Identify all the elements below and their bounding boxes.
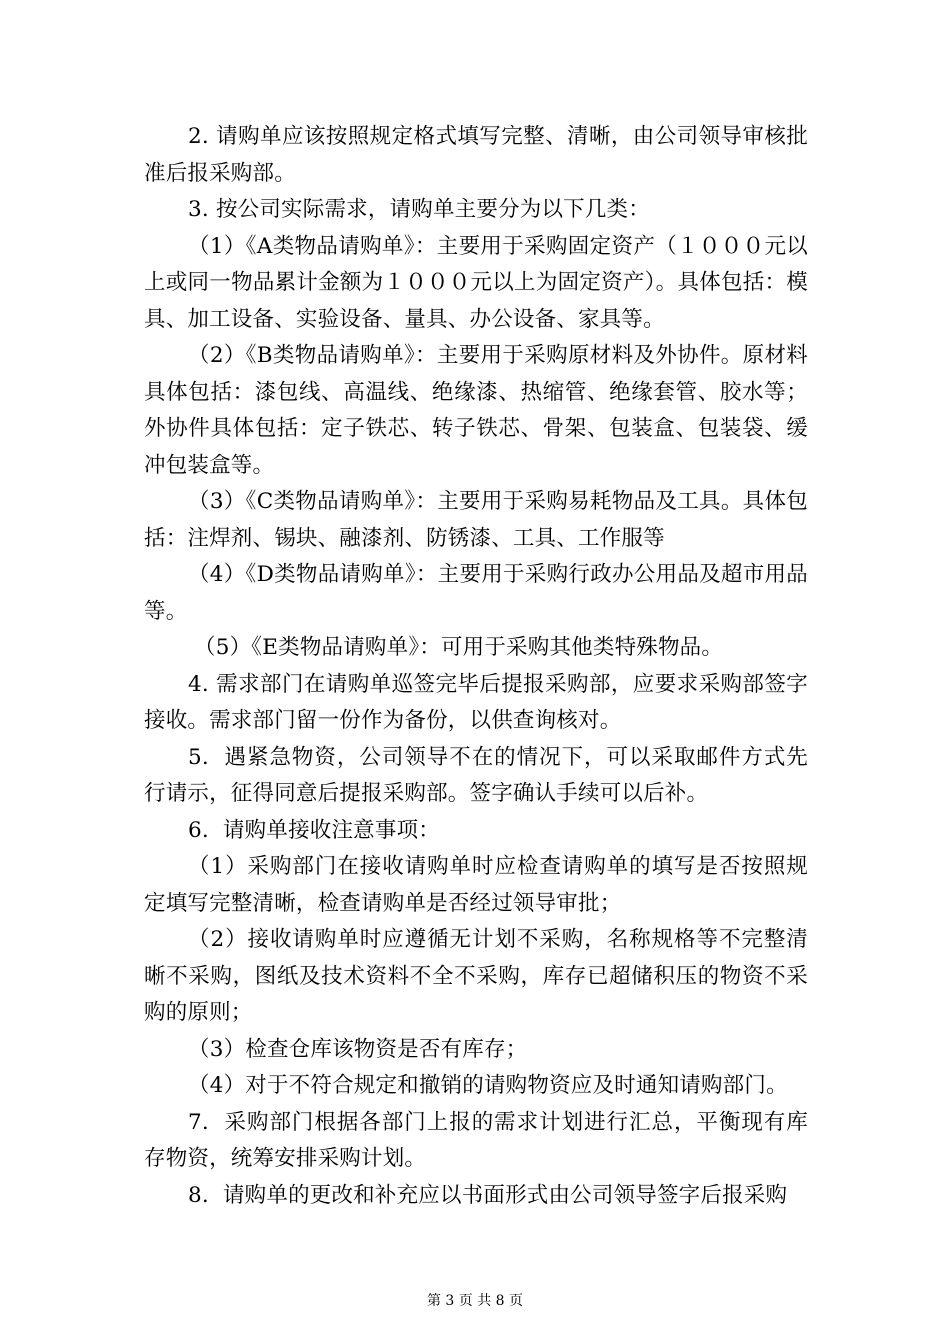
paragraph-item-4: 4. 需求部门在请购单巡签完毕后提报采购部，应要求采购部签字接收。需求部门留一份作为备份，以供查询核对。: [144, 671, 808, 733]
paragraph-item-2: 2. 请购单应该按照规定格式填写完整、清晰，由公司领导审核批准后报采购部。: [144, 124, 808, 186]
paragraph-category-c: （3）《C类物品请购单》：主要用于采购易耗物品及工具。具体包括：注焊剂、锡块、融漆剂、防锈漆、工具、工作服等: [144, 489, 808, 551]
paragraph-category-d: （4）《D类物品请购单》：主要用于采购行政办公用品及超市用品等。: [144, 562, 808, 624]
paragraph-category-a: （1）《A类物品请购单》：主要用于采购固定资产（１０００元以上或同一物品累计金额为１０００元以上为固定资产）。具体包括：模具、加工设备、实验设备、量具、办公设备、家具等。: [144, 233, 808, 332]
paragraph-item-6-4: （4）对于不符合规定和撤销的请购物资应及时通知请购部门。: [188, 1073, 788, 1098]
paragraph-item-7: 7. 采购部门根据各部门上报的需求计划进行汇总，平衡现有库存物资，统筹安排采购计划。: [144, 1109, 808, 1171]
paragraph-item-6-2: （2）接收请购单时应遵循无计划不采购，名称规格等不完整清晰不采购，图纸及技术资料不全不采购，库存已超储积压的物资不采购的原则；: [144, 927, 808, 1025]
paragraph-item-5: 5. 遇紧急物资，公司领导不在的情况下，可以采取邮件方式先行请示，征得同意后提报采购部。签字确认手续可以后补。: [144, 744, 808, 806]
paragraph-item-3: 3. 按公司实际需求，请购单主要分为以下几类：: [188, 197, 650, 222]
paragraph-category-e: （5）《E类物品请购单》：可用于采购其他类特殊物品。: [194, 635, 724, 660]
document-body: [144, 119, 808, 1214]
paragraph-item-6-1: （1）采购部门在接收请购单时应检查请购单的填写是否按照规定填写完整清晰，检查请购单是否经过领导审批；: [144, 854, 808, 916]
paragraph-item-8: 8. 请购单的更改和补充应以书面形式由公司领导签字后报采购: [188, 1182, 788, 1208]
paragraph-item-6-3: （3）检查仓库该物资是否有库存；: [188, 1036, 528, 1062]
page-number-footer: 第 3 页 共 8 页: [426, 1293, 524, 1309]
paragraph-category-b: （2）《B类物品请购单》：主要用于采购原材料及外协件。原材料具体包括：漆包线、高温线、绝缘漆、热缩管、绝缘套管、胶水等；外协件具体包括：定子铁芯、转子铁芯、骨架、包装盒、包装袋、缓冲包装盒等。: [144, 343, 808, 478]
paragraph-item-6: 6. 请购单接收注意事项：: [188, 817, 440, 843]
